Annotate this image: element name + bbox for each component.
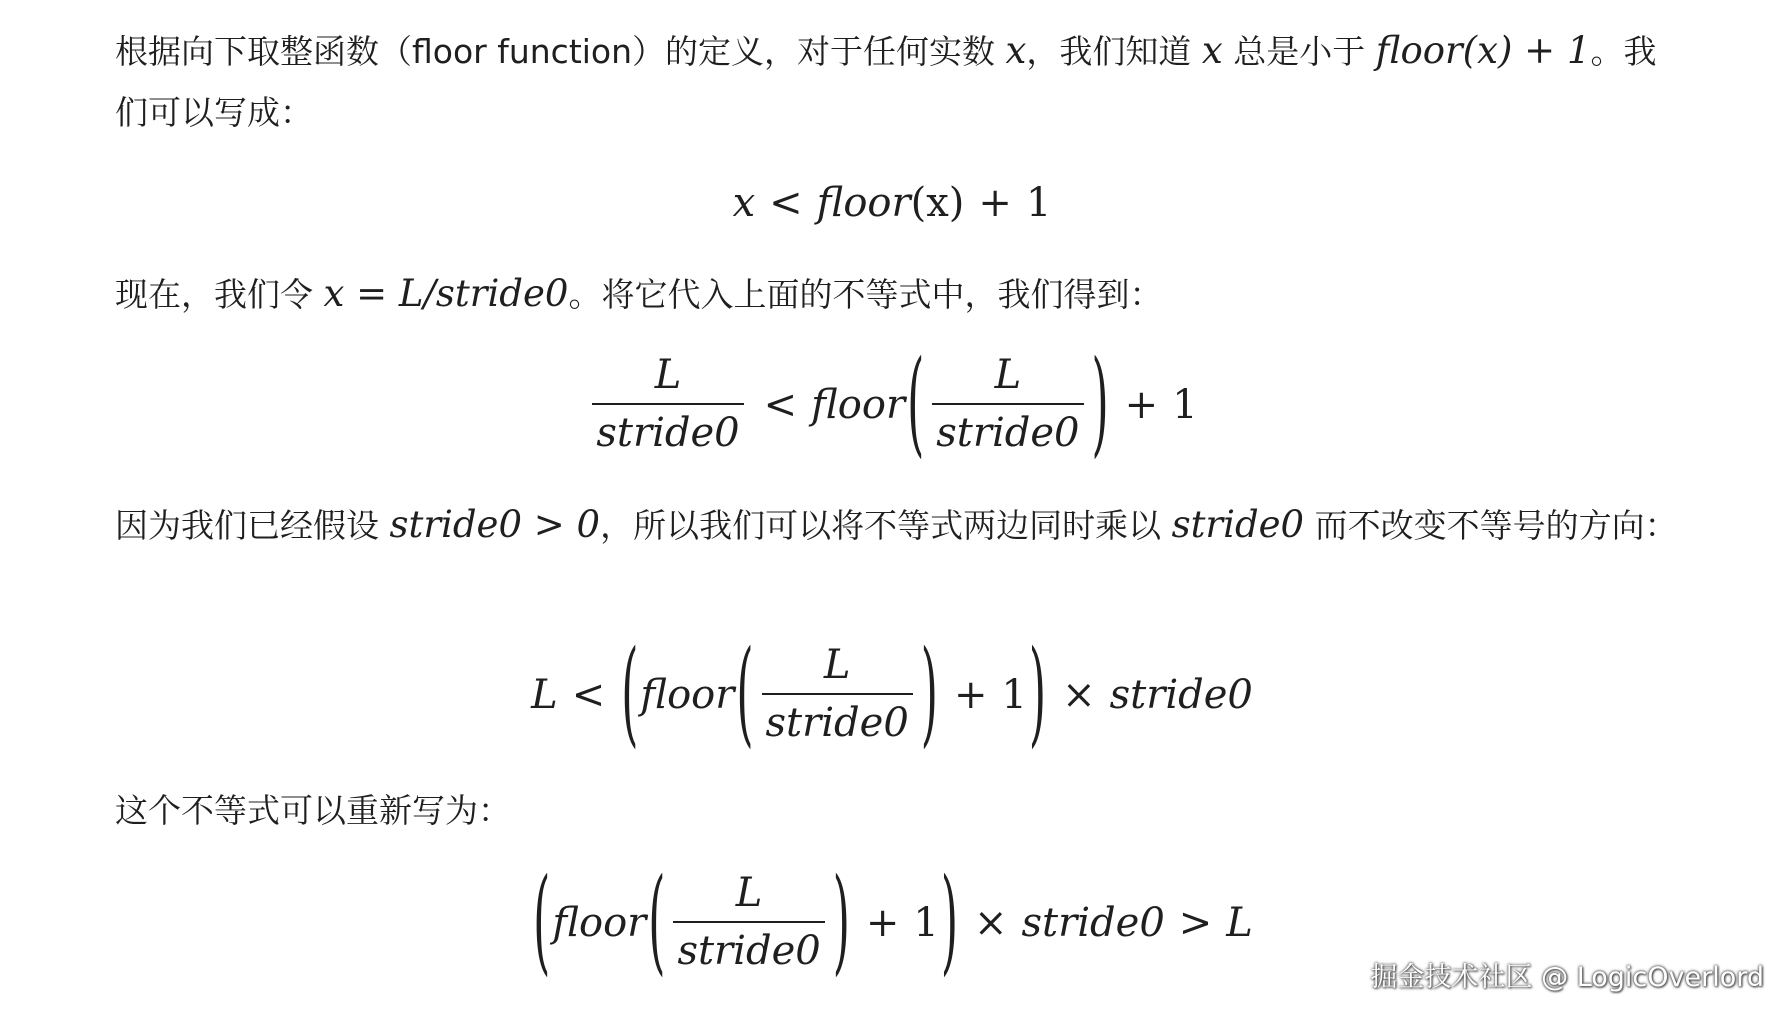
math-x: x xyxy=(1005,29,1027,72)
fraction: $\frac{L}{\text{stride0}}$ xyxy=(932,353,1083,457)
left-paren: ( xyxy=(736,627,754,760)
math-stride-positive: stride0 > 0 xyxy=(389,503,601,546)
right-paren: ) xyxy=(1091,337,1109,470)
right-paren: ) xyxy=(832,855,850,988)
math-x: x xyxy=(1201,29,1223,72)
left-paren: ( xyxy=(621,627,639,760)
right-paren: ) xyxy=(940,855,959,988)
paragraph-substitute: 现在，我们令 x = L/stride0。将它代入上面的不等式中，我们得到： xyxy=(115,272,1163,315)
right-paren: ) xyxy=(920,627,938,760)
left-paren: ( xyxy=(648,855,666,988)
math-floor-expression: floor(x) + 1 xyxy=(1375,29,1591,72)
fraction: $\frac{L}{\text{stride0}}$ xyxy=(592,353,743,457)
watermark: 掘金技术社区 @ LogicOverlord xyxy=(1370,962,1764,993)
math-substitution: x = L/stride0 xyxy=(323,272,569,315)
right-paren: ) xyxy=(1028,627,1047,760)
paragraph-rewrite: 这个不等式可以重新写为： xyxy=(115,791,511,830)
equation-x-lt-floor: x < floor (x) + 1 xyxy=(732,180,1052,226)
paragraph-floor-definition: 根据向下取整函数（floor function）的定义，对于任何实数 x，我们知道 x 总是小于 floor(x) + 1。我们可以写成： xyxy=(115,29,1657,132)
left-paren: ( xyxy=(533,855,551,988)
paragraph-multiply: 因为我们已经假设 stride0 > 0，所以我们可以将不等式两边同时乘以 stride0 而不改变不等号的方向： xyxy=(115,503,1678,546)
fraction: $\frac{L}{\text{stride0}}$ xyxy=(673,871,824,975)
math-stride: stride0 xyxy=(1171,503,1305,546)
left-paren: ( xyxy=(907,337,925,470)
equation-fraction-inequality: $\frac{L}{\text{stride0}}$ < floor ( $\frac{L}{\text{stride0}}$ ) + 1 xyxy=(0,350,1784,460)
equation-rewritten: ( floor ( $\frac{L}{\text{stride0}}$ ) + 1 ) × stride0 > L xyxy=(533,855,1253,988)
fraction: $\frac{L}{\text{stride0}}$ xyxy=(762,643,913,747)
equation-multiplied: L < ( floor ( $\frac{L}{\text{stride0}}$ ) + 1 ) × stride0 xyxy=(531,627,1253,760)
